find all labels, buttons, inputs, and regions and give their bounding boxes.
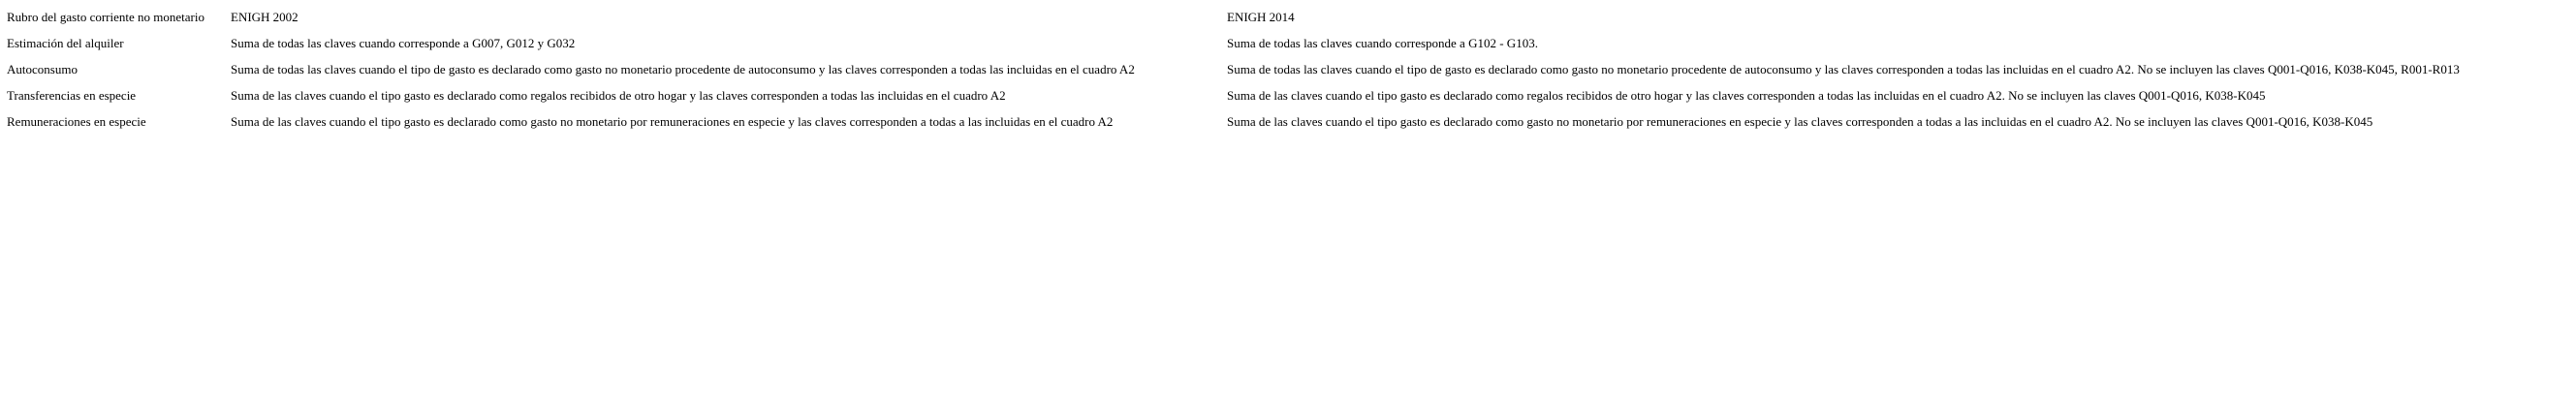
cell-enigh-2002[interactable]: Suma de las claves cuando el tipo gasto es declarado como regalos recibidos de otro hogar y las claves corresponden a todas las incluidas en el cuadro A2 [231, 87, 1006, 103]
cell-enigh-2014[interactable]: Suma de todas las claves cuando corresponde a G102 - G103. [1227, 35, 1538, 50]
cell-enigh-2014[interactable]: Suma de las claves cuando el tipo gasto es declarado como gasto no monetario por remuneraciones en especie y las claves corresponden a todas a las incluidas en el cuadro A2. No se incluyen las claves Q001-Q016, K038-K045 [1227, 113, 2373, 129]
cell-enigh-2002[interactable]: Suma de las claves cuando el tipo gasto es declarado como gasto no monetario por remuneraciones en especie y las claves corresponden a todas a las incluidas en el cuadro A2 [231, 113, 1114, 129]
header-cell-rubro[interactable]: Rubro del gasto corriente no monetario [7, 9, 204, 24]
cell-rubro[interactable]: Remuneraciones en especie [7, 113, 146, 129]
cell-enigh-2002[interactable]: Suma de todas las claves cuando corresponde a G007, G012 y G032 [231, 35, 576, 50]
cell-rubro[interactable]: Estimación del alquiler [7, 35, 124, 50]
cell-enigh-2014[interactable]: Suma de todas las claves cuando el tipo de gasto es declarado como gasto no monetario procedente de autoconsumo y las claves corresponden a todas las incluidas en el cuadro A2. No se incluyen las claves Q001-Q016, K038-K045, R001-R013 [1227, 61, 2460, 76]
table-row [0, 30, 2570, 56]
table-row [0, 56, 2570, 82]
gasto-no-monetario-table [0, 0, 2570, 135]
header-cell-enigh-2014[interactable]: ENIGH 2014 [1227, 9, 1295, 24]
table-row [0, 82, 2570, 108]
cell-enigh-2014[interactable]: Suma de las claves cuando el tipo gasto es declarado como regalos recibidos de otro hogar y las claves corresponden a todas las incluidas en el cuadro A2. No se incluyen las claves Q001-Q016, K038-K045 [1227, 87, 2266, 103]
table-row [0, 108, 2570, 135]
header-row [0, 0, 2570, 30]
cell-rubro[interactable]: Autoconsumo [7, 61, 78, 76]
header-cell-enigh-2002[interactable]: ENIGH 2002 [231, 9, 298, 24]
cell-enigh-2002[interactable]: Suma de todas las claves cuando el tipo de gasto es declarado como gasto no monetario procedente de autoconsumo y las claves corresponden a todas las incluidas en el cuadro A2 [231, 61, 1135, 76]
spreadsheet-table-container [0, 0, 2570, 135]
cell-rubro[interactable]: Transferencias en especie [7, 87, 137, 103]
